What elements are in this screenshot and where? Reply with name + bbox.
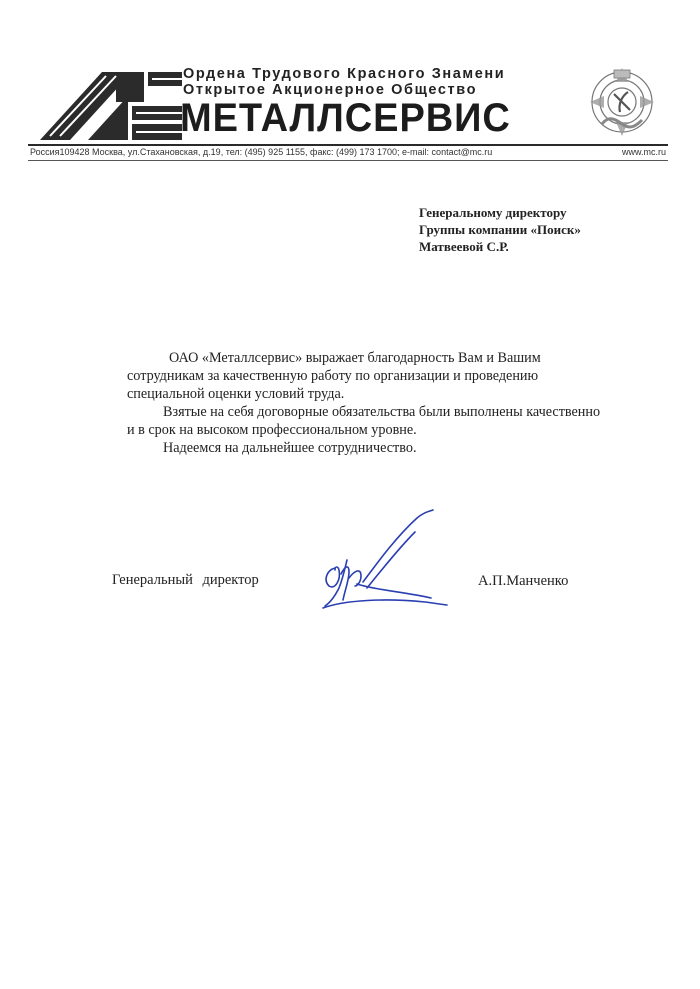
addressee-block <box>419 204 581 255</box>
signatory-name: А.П.Манченко <box>478 573 569 589</box>
body-paragraph-closing: Надеемся на дальнейшее сотрудничество. <box>163 440 417 456</box>
body-paragraph-gratitude: ОАО «Металлсервис» выражает благодарность Вам и Вашим сотрудникам за качественную работу по организации и проведению специальной оценки условий труда. <box>127 350 541 402</box>
body-paragraph-obligations: Взятые на себя договорные обязательства были выполнены качественно и в срок на высоком профессиональном уровне. <box>127 404 601 438</box>
signatory-title: Генеральный директор <box>112 572 259 588</box>
addressee-position: Генеральному директору <box>419 205 567 220</box>
org-name: МЕТАЛЛСЕРВИС <box>180 96 511 140</box>
addressee-name: Матвеевой С.Р. <box>419 239 509 254</box>
contact-address: Россия109428 Москва, ул.Стахановская, д.19, тел: (495) 925 1155, факс: (499) 173 1700; e-mail: contact@mc.ru <box>30 147 493 157</box>
order-of-red-banner-icon <box>584 62 660 142</box>
addressee-company: Группы компании «Поиск» <box>419 222 581 237</box>
letter-body <box>127 349 607 457</box>
org-type-line: Открытое Акционерное Общество <box>183 82 478 98</box>
handwritten-signature <box>305 508 455 623</box>
website-link: www.mc.ru <box>621 147 666 157</box>
contact-line <box>30 147 666 157</box>
org-award-line: Ордена Трудового Красного Знамени <box>183 66 506 82</box>
header-rule-top <box>28 144 668 146</box>
ms-logo-icon <box>40 66 182 140</box>
header-rule-bottom <box>28 160 668 161</box>
